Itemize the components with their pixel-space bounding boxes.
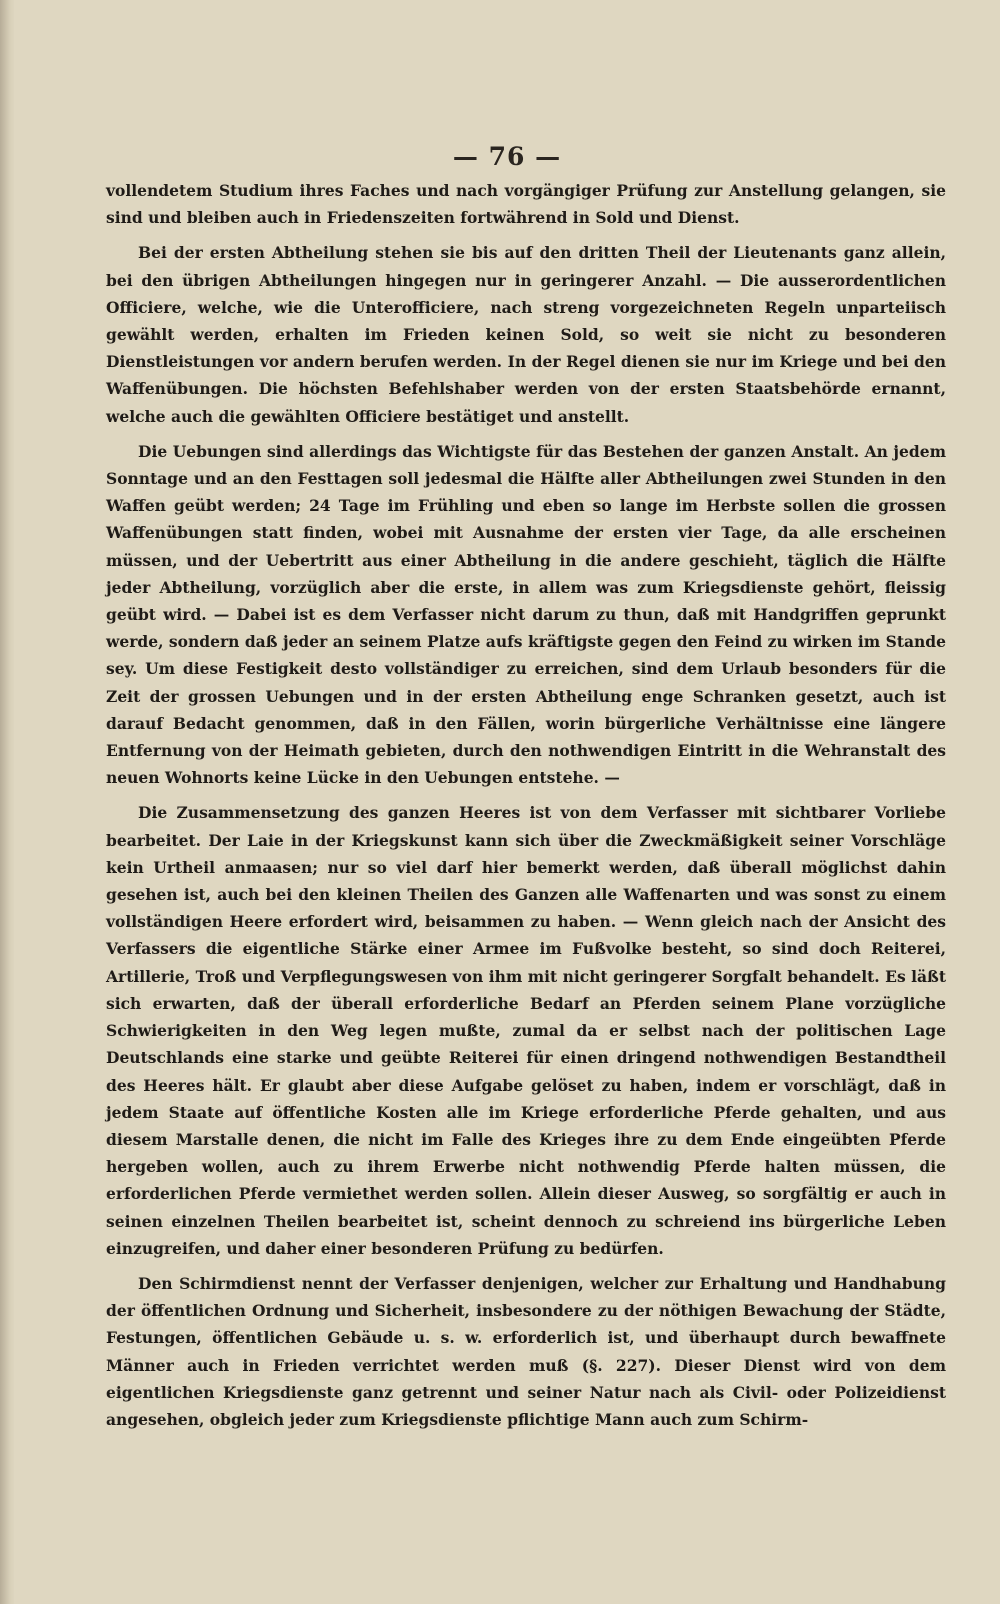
paragraph: Den Schirmdienst nennt der Verfasser denjenigen, welcher zur Erhaltung und Handhabung der öffentlichen Ordnung und Sicherheit, insbesondere zu der nöthigen Bewachung der Städte, Festungen, öffentlichen Gebäude u. s. w. erforderlich ist, und überhaupt durch bewaffnete Männer auch in Frieden verrichtet werden muß (§. 227). Dieser Dienst wird von dem eigentlichen Kriegsdienste ganz getrennt und seiner Natur nach als Civil- oder Polizeidienst angesehen, obgleich jeder zum Kriegsdienste pflichtige Mann auch zum Schirm- <box>106 1273 946 1429</box>
paragraph: vollendetem Studium ihres Faches und nach vorgängiger Prüfung zur Anstellung gelangen, sie sind und bleiben auch in Friedenszeiten fortwährend in Sold und Dienst. <box>106 181 946 228</box>
paragraph: Die Zusammensetzung des ganzen Heeres ist von dem Verfasser mit sichtbarer Vorliebe bearbeitet. Der Laie in der Kriegskunst kann sich über die Zweckmäßigkeit seiner Vorschläge kein Urtheil anmaasen; nur so viel darf hier bemerkt werden, daß überall möglichst dahin gesehen ist, auch bei den kleinen Theilen des Ganzen alle Waffenarten und was sonst zu einem vollständigen Heere erfordert wird, beisammen zu haben. — Wenn gleich nach der Ansicht des Verfassers die eigentliche Stärke einer Armee im Fußvolke besteht, so sind doch Reiterei, Artillerie, Troß und Verpflegungswesen von ihm mit nicht geringerer Sorgfalt behandelt. Es läßt sich erwarten, daß der überall erforderliche Bedarf an Pferden seinem Plane vorzügliche Schwierigkeiten in den Weg legen mußte, zumal da er selbst nach der politischen Lage Deutschlands eine starke und geübte Reiterei für einen dringend nothwendigen Bestandtheil des Heeres hält. Er glaubt aber diese Aufgabe gelöset zu haben, indem er vorschlägt, daß in jedem Staate auf öffentliche Kosten alle im Kriege erforderliche Pferde gehalten, und aus diesem Marstalle denen, die nicht im Falle des Krieges ihre zu dem Ende eingeübten Pferde hergeben wollen, auch zu ihrem Erwerbe nicht nothwendig Pferde halten müssen, die erforderlichen Pferde vermiethet werden sollen. Allein dieser Ausweg, so sorgfältig er auch in seinen einzelnen Theilen bearbeitet ist, scheint dennoch zu schreiend ins bürgerliche Leben einzugreifen, und daher einer besonderen Prüfung zu bedürfen. <box>106 803 946 1258</box>
paragraph: Bei der ersten Abtheilung stehen sie bis auf den dritten Theil der Lieutenants ganz allein, bei den übrigen Abtheilungen hingegen nur in geringerer Anzahl. — Die ausserordentlichen Officiere, welche, wie die Unterofficiere, nach streng vorgezeichneten Regeln unparteiisch gewählt werden, erhalten im Frieden keinen Sold, so weit sie nicht zu besonderen Dienstleistungen vor andern berufen werden. In der Regel dienen sie nur im Kriege und bei den Waffenübungen. Die höchsten Befehlshaber werden von der ersten Staatsbehörde ernannt, welche auch die gewählten Officiere bestätiget und anstellt. <box>106 243 946 426</box>
page-number: — 76 — <box>452 142 562 171</box>
book-page <box>14 0 1000 1604</box>
paragraph: Die Uebungen sind allerdings das Wichtigste für das Bestehen der ganzen Anstalt. An jedem Sonntage und an den Festtagen soll jedesmal die Hälfte aller Abtheilungen zwei Stunden in den Waffen geübt werden; 24 Tage im Frühling und eben so lange im Herbste sollen die grossen Waffenübungen statt finden, wobei mit Ausnahme der ersten vier Tage, da alle erscheinen müssen, und der Uebertritt aus einer Abtheilung in die andere geschieht, täglich die Hälfte jeder Abtheilung, vorzüglich aber die erste, in allem was zum Kriegsdienste gehört, fleissig geübt wird. — Dabei ist es dem Verfasser nicht darum zu thun, daß mit Handgriffen geprunkt werde, sondern daß jeder an seinem Platze aufs kräftigste gegen den Feind zu wirken im Stande sey. Um diese Festigkeit desto vollständiger zu erreichen, sind dem Urlaub besonders für die Zeit der grossen Uebungen und in der ersten Abtheilung enge Schranken gesetzt, auch ist darauf Bedacht genommen, daß in den Fällen, worin bürgerliche Verhältnisse eine längere Entfernung von der Heimath gebieten, durch den nothwendigen Eintritt in die Wehranstalt des neuen Wohnorts keine Lücke in den Uebungen entstehe. — <box>106 441 946 788</box>
page-body <box>106 177 946 1433</box>
page-edge-shadow <box>0 0 14 1604</box>
